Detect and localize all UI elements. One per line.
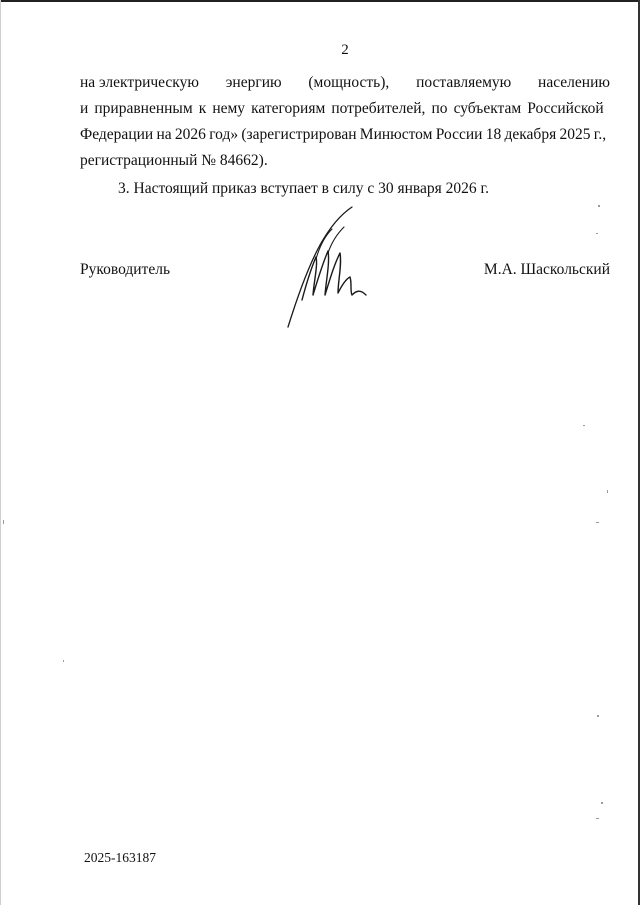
paragraph-line-2: и приравненным к нему категориям потребителей, по субъектам Российской — [80, 100, 604, 117]
signatory-title: Руководитель — [80, 261, 171, 278]
document-registration-number: 2025-163187 — [84, 850, 156, 865]
scan-speck — [598, 205, 600, 207]
scan-speck — [583, 425, 585, 426]
word: энергию — [225, 74, 282, 91]
word: населению — [538, 74, 610, 91]
paragraph-continuation — [80, 70, 610, 174]
scan-edge-left — [0, 0, 1, 905]
scan-speck — [3, 520, 4, 524]
scan-speck — [596, 522, 599, 523]
scan-speck — [63, 660, 64, 662]
signatory-name: М.А. Шаскольский — [483, 261, 610, 278]
word: поставляемую — [416, 74, 512, 91]
paragraph-line-3: Федерации на 2026 год» (зарегистрирован Минюстом России 18 декабря 2025 г., — [80, 126, 607, 143]
handwritten-signature — [280, 205, 380, 330]
page-number: 2 — [341, 42, 349, 58]
paragraph-3: 3. Настоящий приказ вступает в силу с 30 января 2026 г. — [118, 180, 490, 197]
scan-speck — [596, 818, 599, 819]
scan-speck — [601, 802, 603, 804]
scan-edge-top — [0, 0, 640, 2]
word: (мощность), — [308, 74, 390, 91]
scan-speck — [596, 233, 598, 234]
scan-speck — [597, 715, 599, 717]
paragraph-line-1 — [80, 70, 610, 96]
scan-speck — [607, 490, 608, 493]
word: на электрическую — [80, 74, 199, 91]
paragraph-line-4: регистрационный № 84662). — [80, 152, 268, 169]
